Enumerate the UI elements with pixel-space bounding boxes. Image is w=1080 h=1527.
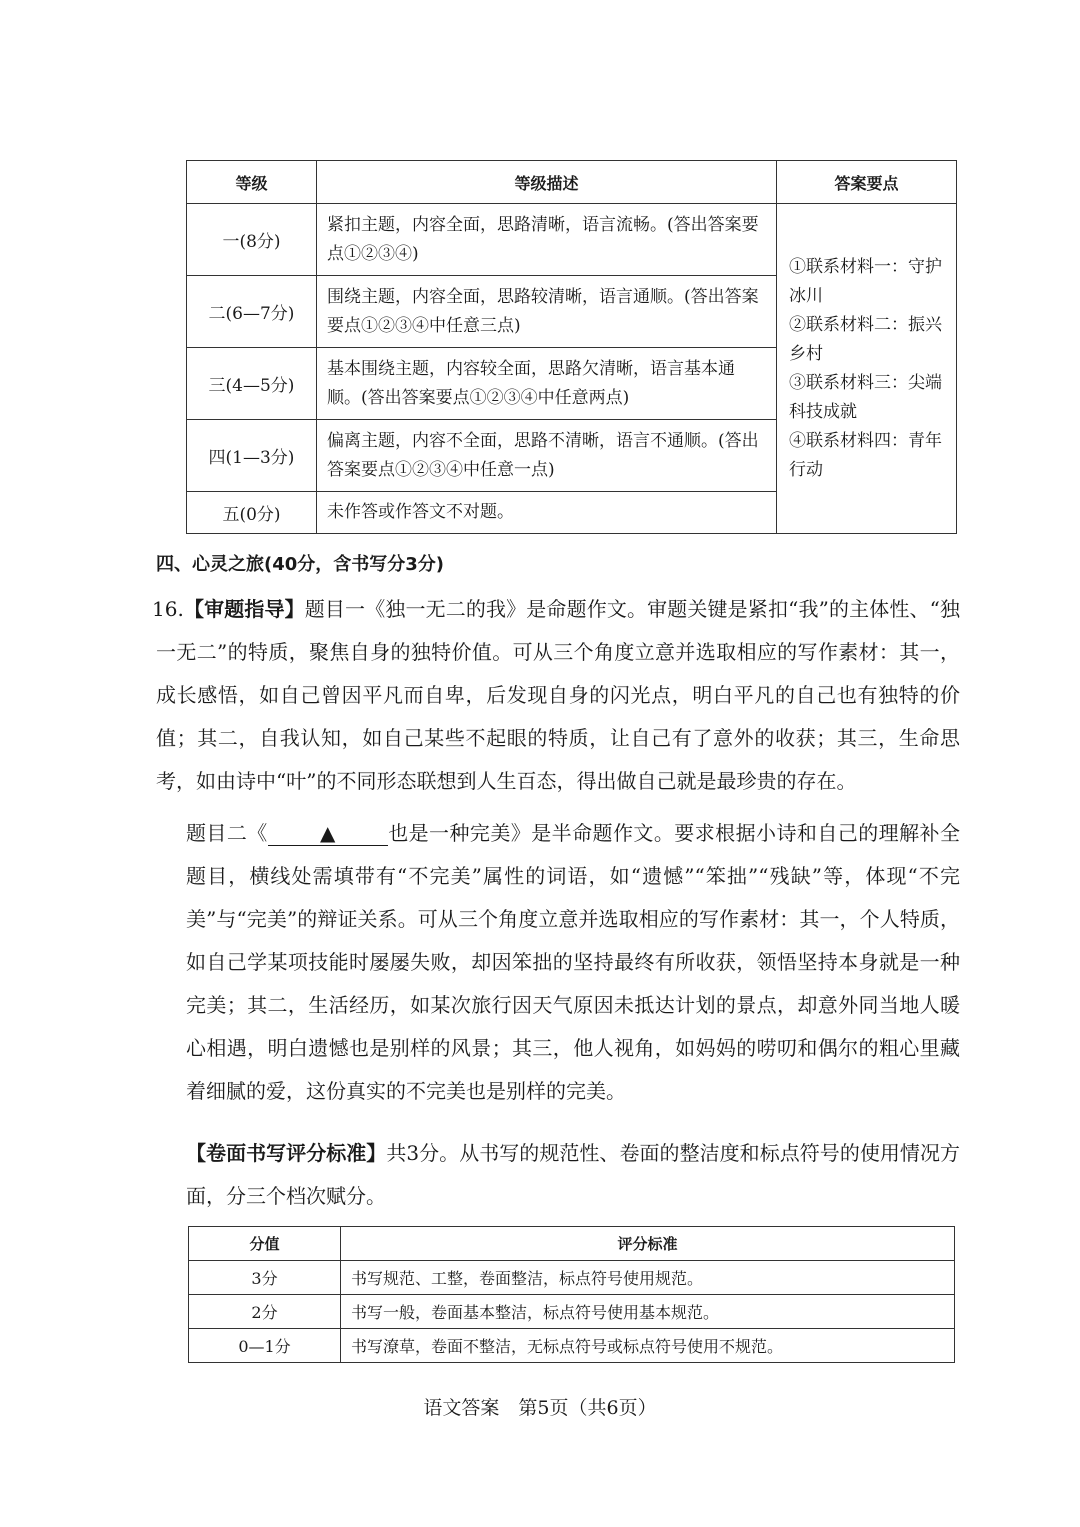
answer-point: ③联系材料三：尖端科技成就 <box>789 372 942 422</box>
score-header-row <box>189 1227 955 1261</box>
question-16-paragraph-1 <box>152 588 960 803</box>
grade-level: 二(6—7分) <box>187 276 317 348</box>
fill-blank <box>268 821 388 846</box>
answer-point: ④联系材料四：青年行动 <box>789 430 942 480</box>
grade-description: 未作答或作答文不对题。 <box>317 492 777 534</box>
handwriting-paragraph <box>186 1132 960 1218</box>
grade-level: 三(4—5分) <box>187 348 317 420</box>
guidance-label: 【审题指导】 <box>183 597 305 621</box>
topic-two-prefix: 题目二《 <box>186 821 268 845</box>
answer-point: ①联系材料一：守护冰川 <box>789 256 942 306</box>
score-standard: 书写一般，卷面基本整洁，标点符号使用基本规范。 <box>341 1295 955 1329</box>
answer-points-cell <box>777 204 957 534</box>
score-standard: 书写潦草，卷面不整洁，无标点符号或标点符号使用不规范。 <box>341 1329 955 1363</box>
handwriting-label: 【卷面书写评分标准】 <box>186 1141 387 1165</box>
header-level: 等级 <box>187 161 317 204</box>
score-standard: 书写规范、工整，卷面整洁，标点符号使用规范。 <box>341 1261 955 1295</box>
answer-point: ②联系材料二：振兴乡村 <box>789 314 942 364</box>
handwriting-text: 共3分。从书写的规范性、卷面的整洁度和标点符号的使用情况方面，分三个档次赋分。 <box>186 1141 961 1208</box>
score-value: 0—1分 <box>189 1329 341 1363</box>
score-row <box>189 1329 955 1363</box>
grading-header-row <box>187 161 957 204</box>
topic-one-text: 题目一《独一无二的我》是命题作文。审题关键是紧扣“我”的主体性、“独一无二”的特质，聚焦自身的独特价值。可从三个角度立意并选取相应的写作素材：其一，成长感悟，如自己曾因平凡而自卑，后发现自身的闪光点，明白平凡的自己也有独特的价值；其二，自我认知，如自己某些不起眼的特质，让自己有了意外的收获；其三，生命思考，如由诗中“叶”的不同形态联想到人生百态，得出做自己就是最珍贵的存在。 <box>156 597 960 793</box>
grade-description: 围绕主题，内容全面，思路较清晰，语言通顺。(答出答案要点①②③④中任意三点) <box>317 276 777 348</box>
score-row <box>189 1261 955 1295</box>
header-score-standard: 评分标准 <box>341 1227 955 1261</box>
score-table <box>188 1226 955 1363</box>
header-score-value: 分值 <box>189 1227 341 1261</box>
grade-description: 基本围绕主题，内容较全面，思路欠清晰，语言基本通顺。(答出答案要点①②③④中任意两点) <box>317 348 777 420</box>
topic-two-text: 也是一种完美》是半命题作文。要求根据小诗和自己的理解补全题目，横线处需填带有“不完美”属性的词语，如“遗憾”“笨拙”“残缺”等，体现“不完美”与“完美”的辩证关系。可从三个角度立意并选取相应的写作素材：其一，个人特质，如自己学某项技能时屡屡失败，却因笨拙的坚持最终有所收获，领悟坚持本身就是一种完美；其二，生活经历，如某次旅行因天气原因未抵达计划的景点，却意外同当地人暖心相遇，明白遗憾也是别样的风景；其三，他人视角，如妈妈的唠叨和偶尔的粗心里藏着细腻的爱，这份真实的不完美也是别样的完美。 <box>186 821 960 1103</box>
grade-level: 四(1—3分) <box>187 420 317 492</box>
grade-description: 偏离主题，内容不全面，思路不清晰，语言不通顺。(答出答案要点①②③④中任意一点) <box>317 420 777 492</box>
grade-description: 紧扣主题，内容全面，思路清晰，语言流畅。(答出答案要点①②③④) <box>317 204 777 276</box>
header-answer-points: 答案要点 <box>777 161 957 204</box>
grading-table <box>186 160 957 534</box>
score-value: 3分 <box>189 1261 341 1295</box>
grade-level: 一(8分) <box>187 204 317 276</box>
header-description: 等级描述 <box>317 161 777 204</box>
page-footer: 语文答案 第5页（共6页） <box>423 1397 657 1419</box>
score-value: 2分 <box>189 1295 341 1329</box>
question-16-paragraph-2 <box>186 812 960 1113</box>
section-heading: 四、心灵之旅(40分，含书写分3分) <box>156 554 445 575</box>
triangle-icon: ▲ <box>320 821 336 845</box>
grading-row <box>187 204 957 276</box>
grade-level: 五(0分) <box>187 492 317 534</box>
score-row <box>189 1295 955 1329</box>
question-number: 16. <box>152 597 184 621</box>
